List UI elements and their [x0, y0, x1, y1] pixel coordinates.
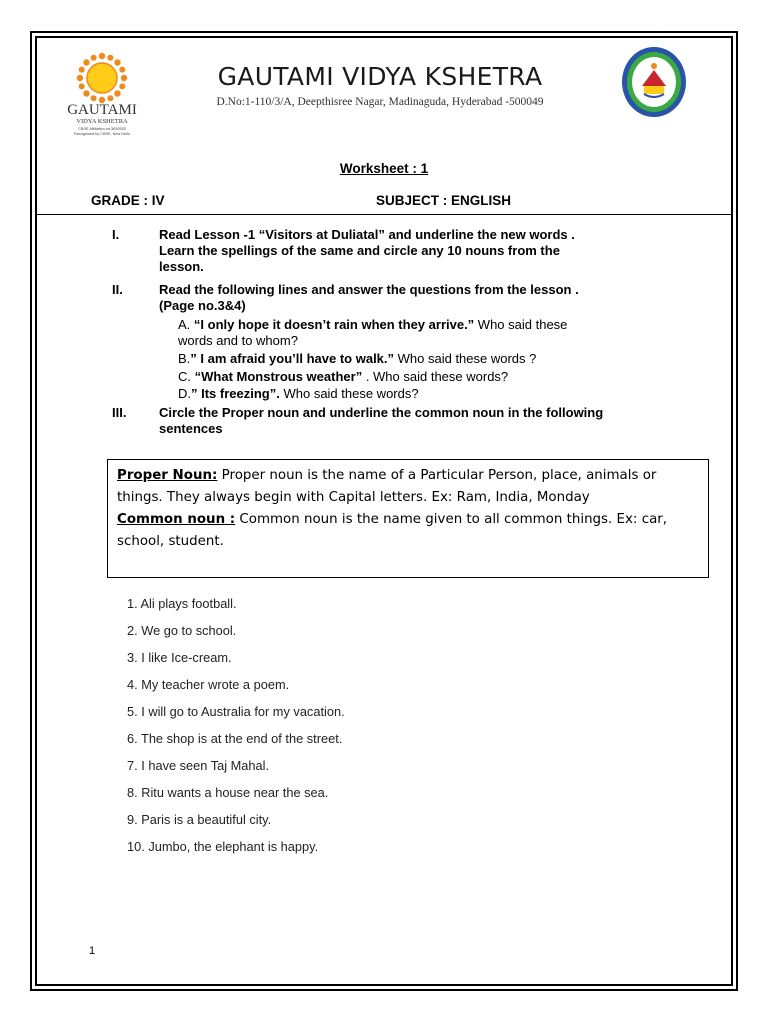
definition-box — [107, 459, 709, 578]
sub-question — [178, 317, 567, 332]
common-noun-text: Common noun is the name given to all common things. Ex: car, — [235, 512, 668, 527]
sub-after: Who said these — [474, 317, 568, 332]
question-text — [159, 227, 575, 275]
question-line: Read Lesson -1 “Visitors at Duliatal” and underline the new words . — [159, 227, 575, 242]
sub-quote: “What Monstrous weather” — [194, 369, 363, 384]
question-line: Read the following lines and answer the questions from the lesson . — [159, 282, 579, 297]
sub-question-cont: words and to whom? — [178, 333, 298, 348]
school-name: GAUTAMI VIDYA KSHETRA — [217, 62, 543, 91]
common-noun-term: Common noun : — [117, 512, 236, 527]
svg-text:VIDYA KSHETRA: VIDYA KSHETRA — [76, 118, 128, 125]
question-line: (Page no.3&4) — [159, 298, 246, 313]
sub-quote: “I only hope it doesn’t rain when they arrive.” — [193, 317, 475, 332]
question-text — [159, 282, 579, 314]
sentence-list — [127, 596, 345, 866]
emblem-icon — [620, 44, 688, 124]
sun-logo-icon — [56, 52, 148, 144]
list-item: 10. Jumbo, the elephant is happy. — [127, 839, 319, 854]
school-logo — [56, 52, 148, 144]
list-item: 7. I have seen Taj Mahal. — [127, 758, 270, 773]
question-number: III. — [112, 405, 127, 420]
subject-label: SUBJECT : ENGLISH — [376, 193, 512, 208]
list-item: 8. Ritu wants a house near the sea. — [127, 785, 329, 800]
common-noun-definition — [117, 509, 699, 531]
sub-after: Who said these words? — [279, 386, 419, 401]
common-noun-text-cont: school, student. — [117, 534, 224, 549]
school-address: D.No:1-110/3/A, Deepthisree Nagar, Madinaguda, Hyderabad -500049 — [216, 96, 544, 108]
question-line: Circle the Proper noun and underline the common noun in the following — [159, 405, 604, 420]
question-text — [159, 405, 603, 437]
sub-prefix: D. — [178, 386, 191, 401]
list-item: 5. I will go to Australia for my vacation. — [127, 704, 345, 719]
sub-after: . Who said these words? — [362, 369, 509, 384]
list-item: 1. Ali plays football. — [127, 596, 237, 611]
list-item: 6. The shop is at the end of the street. — [127, 731, 343, 746]
proper-noun-term: Proper Noun: — [117, 468, 218, 483]
sub-question — [178, 351, 536, 366]
grade-label: GRADE : IV — [91, 193, 165, 208]
question-line: sentences — [159, 421, 223, 436]
sub-prefix: B. — [178, 351, 191, 366]
proper-noun-text-cont: things. They always begin with Capital letters. Ex: Ram, India, Monday — [117, 490, 590, 505]
list-item: 9. Paris is a beautiful city. — [127, 812, 272, 827]
sub-prefix: A. — [178, 317, 194, 332]
sub-after: Who said these words ? — [394, 351, 537, 366]
worksheet-title: Worksheet : 1 — [339, 161, 429, 176]
list-item: 4. My teacher wrote a poem. — [127, 677, 290, 692]
question-number: II. — [112, 282, 123, 297]
header-divider — [35, 214, 733, 215]
list-item: 2. We go to school. — [127, 623, 237, 638]
proper-noun-definition — [117, 465, 699, 487]
question-line: lesson. — [159, 259, 204, 274]
question-line: Learn the spellings of the same and circle any 10 nouns from the — [159, 243, 560, 258]
school-emblem — [620, 44, 688, 124]
proper-noun-text: Proper noun is the name of a Particular Person, place, animals or — [217, 468, 657, 483]
sub-quote: ” Its freezing”. — [191, 386, 280, 401]
svg-text:GAUTAMI: GAUTAMI — [67, 102, 137, 118]
question-number: I. — [112, 227, 120, 242]
page-number: 1 — [89, 945, 96, 957]
list-item: 3. I like Ice-cream. — [127, 650, 232, 665]
sub-question — [178, 386, 419, 401]
sub-prefix: C. — [178, 369, 195, 384]
svg-text:CBSE Affiliation no:3630553: CBSE Affiliation no:3630553 — [78, 127, 126, 131]
sub-question — [178, 369, 508, 384]
sub-quote: ” I am afraid you’ll have to walk.” — [190, 351, 395, 366]
svg-text:Recognised by CBSE, New Delhi: Recognised by CBSE, New Delhi — [74, 132, 130, 136]
